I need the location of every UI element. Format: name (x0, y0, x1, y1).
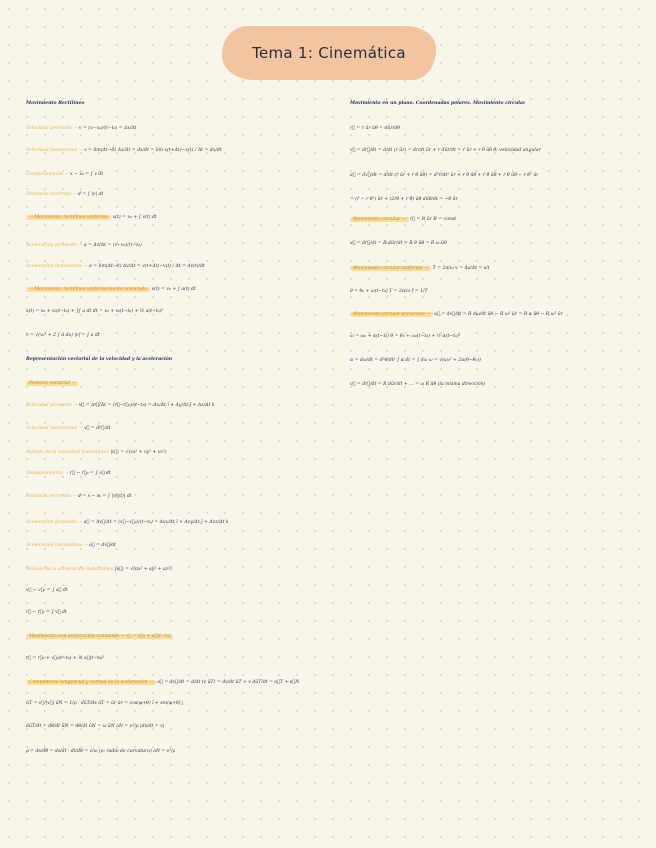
formula-line (26, 633, 173, 640)
formula-equation: d = s − s₀ = ∫ |v⃗(t)| dt (77, 494, 132, 499)
highlighted-label: → Movimiento rectilíneo uniforme (26, 215, 111, 220)
formula-line (350, 311, 563, 318)
highlighted-label: → Movimiento rectilíneo uniformemente acelerado (26, 287, 150, 292)
formula-line (26, 587, 68, 594)
formula-equation: v⃗ = dr⃗/dt = R dûr/dt = R θ̇ ûθ = R ω ûθ (350, 241, 447, 246)
highlighted-label: Posición vectorial → (26, 381, 78, 386)
formula-equation: v⃗ = dr⃗/dt = R dûr/dt + ... = ω R ûθ (la misma dirección) (350, 382, 486, 387)
formula-line (350, 172, 538, 179)
formula-equation: a = Δv/Δt = (v−v₀)/(t−t₀) (83, 243, 142, 248)
formula-line (26, 449, 167, 456)
formula-equation: v⃗ = dr⃗/dt (84, 426, 111, 431)
highlighted-label: Movimiento circular → (350, 217, 409, 222)
formula-line (350, 288, 428, 295)
section-heading: Movimiento Rectilíneo (26, 101, 85, 106)
formula-line (350, 333, 460, 340)
formula-line (26, 748, 175, 755)
highlighted-label: Movimiento circular uniforme → (350, 266, 431, 271)
formula-line (26, 542, 116, 549)
formula-label: Módulo de la aceleración instantánea (26, 567, 116, 572)
formula-equation: v = (x−x₀)/(t−t₀) = Δx/Δt (78, 126, 137, 131)
formula-line (350, 125, 400, 132)
formula-line (26, 125, 137, 132)
formula-equation: r⃗ = r ûr ûθ = dûr/dθ (350, 126, 400, 131)
formula-line (26, 519, 229, 526)
formula-line (26, 679, 299, 686)
page-title: Tema 1: Cinemática (252, 44, 406, 62)
formula-equation: r⃗ = R ûr R = const (410, 217, 457, 222)
formula-equation: x(t) = x₀ + v₀(t−t₀) + ∫∫ a dt dt = x₀ + v₀(t−t₀) + ½ a(t−t₀)² (26, 309, 164, 314)
formula-equation: v = lim(Δt→0) Δx/Δt = dx/dt = lim x(t+Δt)−x(t) / Δt = dx/dt (84, 148, 222, 153)
formula-equation: a⃗ = Δv⃗/Δt = (v⃗−v⃗₀)/(t−t₀) = Δvx/Δt î + Δvy/Δt ĵ + Δvz/Δt k̂ (83, 520, 229, 525)
highlighted-label: Componente tangencial y normal de la aceleración → (26, 680, 156, 685)
formula-equation: dûT/dt = dθ/dt ûN = dθ/dt ûN = ω ûN aN = v²/ρ (ds/dt = v) (26, 724, 165, 729)
formula-line (350, 265, 489, 272)
formula-line (26, 263, 205, 270)
formula-label: Aceleración instantánea → (26, 543, 90, 548)
formula-line (26, 242, 142, 249)
formula-line (26, 700, 183, 707)
formula-line (26, 308, 163, 315)
formula-line (26, 566, 172, 573)
formula-label: Velocidad instantánea → (26, 426, 85, 431)
formula-equation: r⃗ − r⃗₀ = ∫ v⃗ dt (26, 610, 67, 615)
formula-equation: x(t) = x₀ + ∫ v(t) dt (112, 215, 157, 220)
formula-line (26, 332, 100, 339)
formula-equation: v⃗ = dr⃗/dt = d/dt (r ûr) = dr/dt ûr + r dûr/dt = ṙ ûr + r θ̇ ûθ θ̇: velocidad angular (350, 148, 541, 153)
formula-equation: |v⃗| = √(vx² + vy² + vz²) (110, 450, 167, 455)
formula-line (350, 216, 456, 223)
formula-label: Distancia recorrida → (26, 494, 78, 499)
formula-equation: r⃗ = r⃗₀ + v⃗₀(t−t₀) + ½ a⃗(t−t₀)² (26, 656, 105, 661)
formula-label: Desplazamiento → (26, 471, 70, 476)
formula-label: Velocidad promedio → (26, 126, 79, 131)
formula-equation: v(t) = v₀ + ∫ a(t) dt (151, 287, 196, 292)
formula-equation: T = 2π/ω v = Δs/Δt = s/t (432, 266, 490, 271)
formula-line (26, 191, 103, 198)
highlighted-label: Movimiento circular acelerado → (350, 312, 433, 317)
formula-line (26, 286, 196, 293)
title-highlight (222, 26, 436, 80)
formula-line (26, 493, 132, 500)
formula-label: Aceleración instantánea → (26, 264, 90, 269)
formula-line (26, 380, 78, 387)
formula-equation: r⃗ − r⃗₀ = ∫ v⃗ dt (69, 471, 111, 476)
formula-equation: α = dω/dt = d²θ/dt² ∫ α dt = ∫ dω ω = √(ω₀² + 2α(θ−θ₀)) (350, 358, 481, 363)
formula-equation: x − x₀ = ∫ v dt (69, 172, 104, 177)
formula-line (350, 357, 481, 364)
formula-label: Aceleración promedio → (26, 243, 84, 248)
section-heading: Representación vectorial de la velocidad y la aceleración (26, 357, 173, 362)
formula-equation: a = lim(Δt→0) Δv/Δt = v(t+Δt)−v(t) / Δt = dv(t)/dt (89, 264, 205, 269)
formula-equation: a⃗ = dv⃗/dt = d/dt (v ûT) = dv/dt ûT + v dûT/dt = a⃗T + a⃗N (157, 680, 300, 685)
formula-line (26, 425, 110, 432)
formula-line (26, 723, 164, 730)
formula-label: Velocidad instantánea → (26, 148, 85, 153)
formula-line (350, 196, 458, 203)
formula-equation: θ = θ₀ + ω(t−t₀) T = 2π/ω f = 1/T (350, 289, 428, 294)
highlighted-label: Movimiento con aceleración constante → v⃗ = v⃗₀ + a⃗(t−t₀) (26, 634, 173, 639)
formula-equation: v = √(v₀² + 2 ∫ a dx) |v| = ∫ a dt (26, 333, 100, 338)
formula-equation: = (r̈ − r θ̇²) ûr + (2ṙθ̇ + r θ̈) ûθ dûθ/dt = −θ̇ ûr (350, 197, 458, 202)
formula-equation: a⃗ = dv⃗/dt (89, 543, 116, 548)
formula-equation: ω = ω₀ + α(t−t₀) θ = θ₀ + ω₀(t−t₀) + ½ α(t−t₀)² (350, 334, 461, 339)
formula-line (350, 240, 447, 247)
formula-equation: v⃗ − v⃗₀ = ∫ a⃗ dt (26, 588, 68, 593)
formula-line (26, 147, 222, 154)
formula-line (26, 470, 111, 477)
formula-line (350, 147, 541, 154)
formula-line (26, 655, 104, 662)
formula-label: Velocidad promedio → (26, 403, 79, 408)
formula-label: Aceleración promedio → (26, 520, 84, 525)
formula-equation: d = ∫ |v| dt (77, 192, 104, 197)
formula-label: Módulo de la velocidad instantánea (26, 450, 111, 455)
formula-equation: a⃗ = dv⃗/dt = d/dt (ṙ ûr + r θ̇ ûθ) = d²r/dt² ûr + ṙ θ̇ ûθ + ṙ θ̇ ûθ + r θ̈ ûθ − r θ̇² ûr (350, 173, 539, 178)
formula-line (26, 171, 103, 178)
section-heading: Movimiento en un plano. Coordenadas polares. Movimiento circular (350, 101, 526, 106)
formula-equation: |a⃗| = √(ax² + ay² + az²) (115, 567, 172, 572)
formula-line (26, 609, 67, 616)
formula-equation: ρ = ds/dθ = ds/dt · dt/dθ = v/ω (ρ: radio de curvatura) aN = v²/ρ (26, 749, 176, 754)
formula-line (26, 214, 157, 221)
formula-line (26, 402, 215, 409)
formula-label: Desplazamiento → (26, 172, 70, 177)
formula-label: Distancia recorrida → (26, 192, 78, 197)
formula-equation: v⃗ = Δr⃗/Δt = (r⃗−r⃗₀)/(t−t₀) = Δx/Δt î + Δy/Δt ĵ + Δz/Δt k̂ (78, 403, 215, 408)
formula-equation: ûT = v⃗/|v⃗| ûN = 1/ρ · dûT/ds ûT = ûr ûr = cos(φ+θ) î + sin(φ+θ) ĵ (26, 701, 184, 706)
formula-equation: a⃗ = dv⃗/dt = R dω/dt ûθ − R ω² ûr = R α ûθ − R ω² ûr (434, 312, 563, 317)
formula-line (350, 381, 485, 388)
